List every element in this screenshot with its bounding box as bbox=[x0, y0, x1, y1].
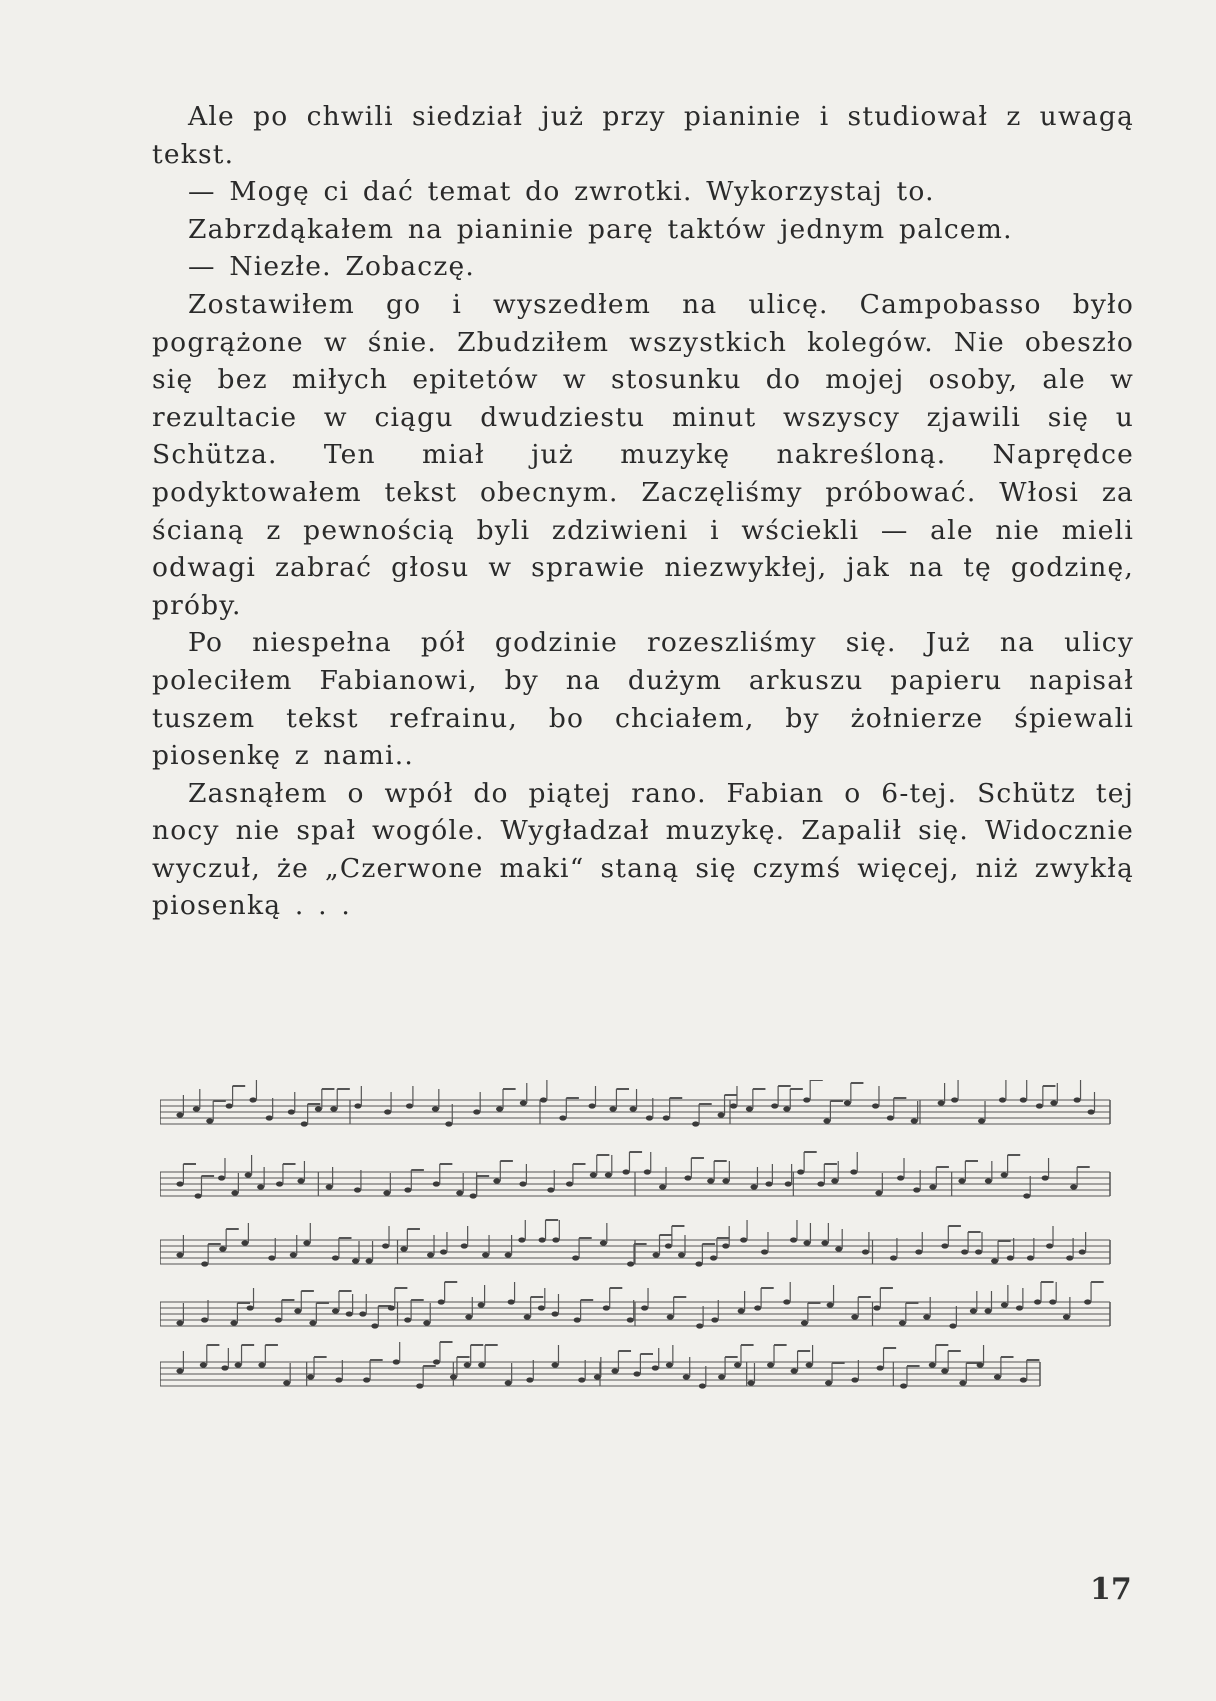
paragraph-7: Zasnąłem o wpół do piątej rano. Fabian o 6-tej. Schütz tej nocy nie spał wogóle. Wygładzał muzykę. Zapalił się. Widocznie wyczuł, że „Czerwone maki“ staną się czymś więcej, niż zwykłą piosenką . . . bbox=[152, 777, 1134, 922]
paragraph-3: Zabrzdąkałem na pianinie parę taktów jednym palcem. bbox=[188, 213, 1013, 245]
paragraph-2: — Mogę ci dać temat do zwrotki. Wykorzystaj to. bbox=[188, 176, 935, 208]
sheet-music bbox=[160, 1080, 1120, 1410]
body-text bbox=[152, 98, 1134, 925]
page-number: 17 bbox=[1090, 1572, 1132, 1607]
music-staves bbox=[160, 1080, 1110, 1389]
paragraph-1: Ale po chwili siedział już przy pianinie i studiował z uwagą tekst. bbox=[152, 101, 1134, 170]
paragraph-5: Zostawiłem go i wyszedłem na ulicę. Campobasso było pogrążone w śnie. Zbudziłem wszystkich kolegów. Nie obeszło się bez miłych epitetów w stosunku do mojej osoby, ale w rezultacie w ciągu dwudziestu minut wszyscy zjawili się u Schütza. Ten miał już muzykę nakreśloną. Naprędce podyktowałem tekst obecnym. Zaczęliśmy próbować. Włosi za ścianą z pewnością byli zdziwieni i wściekli — ale nie mieli odwagi zabrać głosu w sprawie niezwykłej, jak na tę godzinę, próby. bbox=[152, 288, 1134, 621]
paragraph-4: — Niezłe. Zobaczę. bbox=[188, 251, 475, 283]
paragraph-6: Po niespełna pół godzinie rozeszliśmy się. Już na ulicy poleciłem Fabianowi, by na dużym arkuszu papieru napisał tuszem tekst refrainu, bo chciałem, by żołnierze śpiewali piosenkę z nami.. bbox=[152, 627, 1134, 772]
